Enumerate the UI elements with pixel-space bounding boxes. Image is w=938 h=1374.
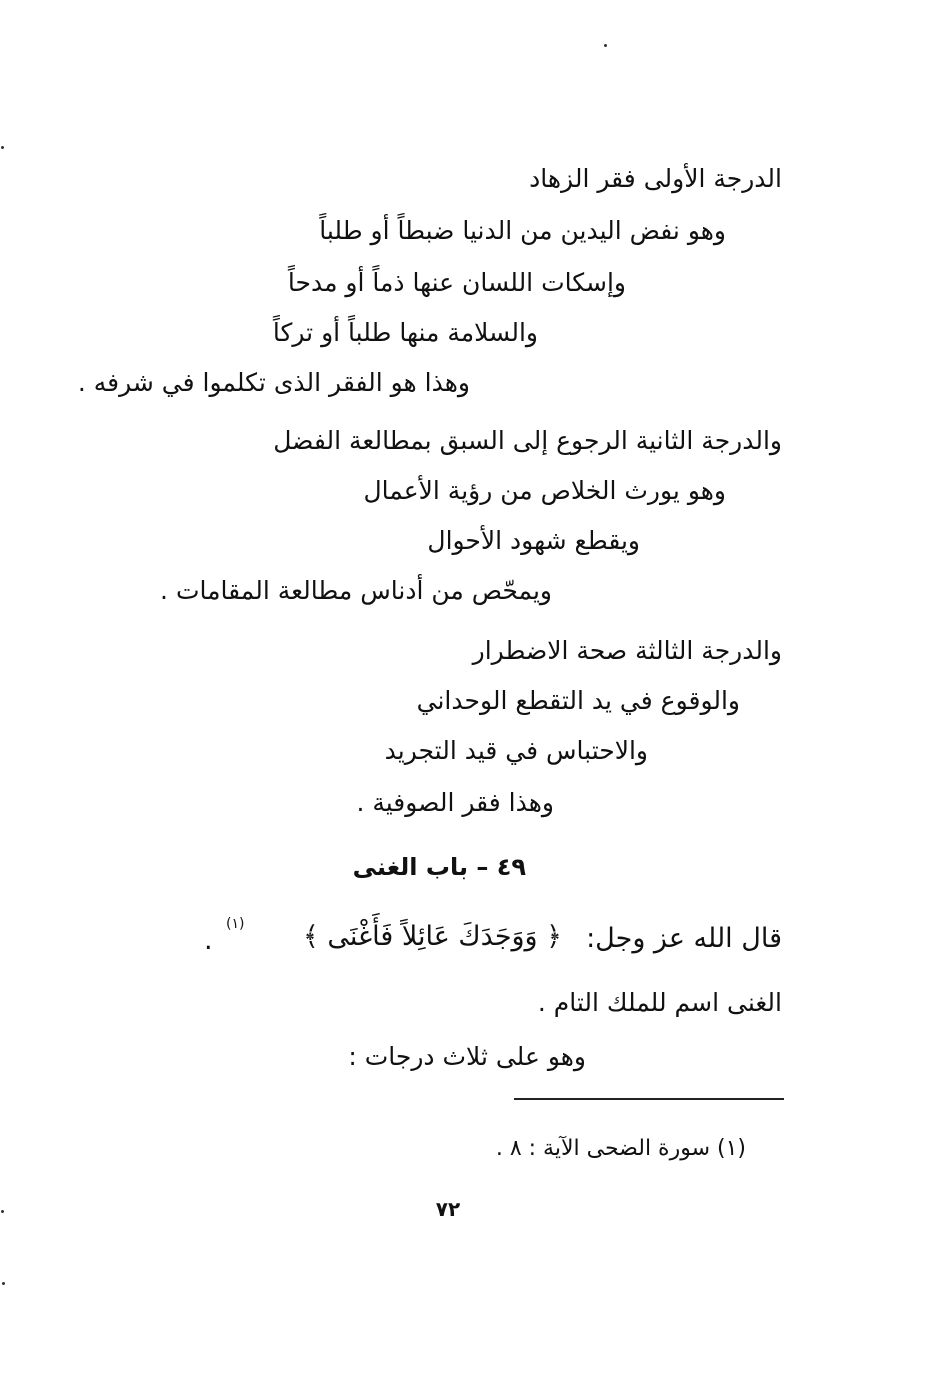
- page-number: ٧٢: [435, 1197, 461, 1221]
- text-line-3: وإسكات اللسان عنها ذماً أو مدحاً: [287, 268, 626, 297]
- footnote-separator: [514, 1098, 784, 1100]
- scan-speck: [1, 146, 4, 149]
- chapter-heading: ٤٩ – باب الغنى: [352, 853, 526, 881]
- footnote-text: (١) سورة الضحى الآية : ٨ .: [495, 1136, 746, 1161]
- scan-speck: [604, 44, 607, 47]
- text-line-1: الدرجة الأولى فقر الزهاد: [529, 164, 782, 193]
- text-line-7: وهو يورث الخلاص من رؤية الأعمال: [363, 476, 726, 505]
- text-line-15: وهو على ثلاث درجات :: [348, 1042, 586, 1071]
- text-line-13: وهذا فقر الصوفية .: [356, 788, 554, 817]
- text-line-12: والاحتباس في قيد التجريد: [384, 736, 648, 765]
- verse-end: .: [204, 925, 213, 956]
- text-line-10: والدرجة الثالثة صحة الاضطرار: [472, 636, 782, 665]
- text-line-11: والوقوع في يد التقطع الوحداني: [416, 686, 740, 715]
- scan-speck: [2, 1282, 5, 1285]
- text-line-6: والدرجة الثانية الرجوع إلى السبق بمطالعة الفضل: [273, 426, 782, 455]
- text-line-9: ويمحّص من أدناس مطالعة المقامات .: [160, 576, 552, 605]
- text-line-5: وهذا هو الفقر الذى تكلموا في شرفه .: [77, 368, 470, 397]
- text-line-8: ويقطع شهود الأحوال: [427, 526, 640, 555]
- scan-speck: [1, 1210, 4, 1213]
- verse-text: ﴿ وَوَجَدَكَ عَائِلاً فَأَغْنَى ﴾: [302, 921, 562, 952]
- text-line-4: والسلامة منها طلباً أو تركاً: [272, 318, 538, 347]
- text-line-2: وهو نفض اليدين من الدنيا ضبطاً أو طلباً: [319, 216, 726, 245]
- verse-intro: قال الله عز وجل:: [586, 923, 782, 954]
- verse-footnote-marker: (١): [226, 916, 245, 932]
- text-line-14: الغنى اسم للملك التام .: [537, 988, 782, 1017]
